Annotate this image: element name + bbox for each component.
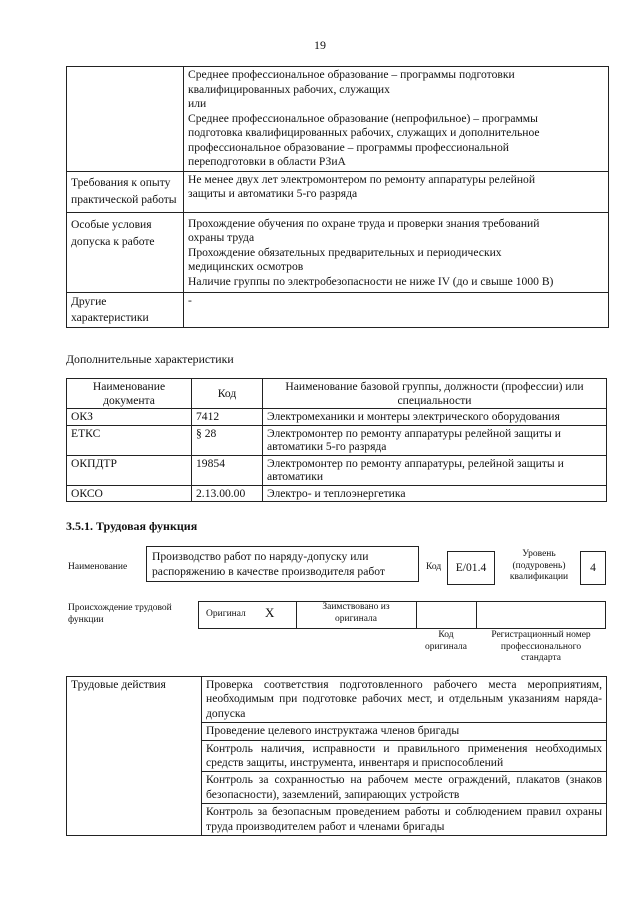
code-label: Код bbox=[426, 562, 442, 572]
table-row bbox=[67, 409, 607, 426]
function-name-box bbox=[146, 546, 419, 582]
cell-code: 2.13.00.00 bbox=[192, 485, 263, 502]
section-title: 3.5.1. Трудовая функция bbox=[66, 519, 198, 533]
row-label: Требования к опыту практической работы bbox=[67, 171, 184, 212]
action-item: Проведение целевого инструктажа членов бригады bbox=[202, 723, 607, 740]
additional-table bbox=[66, 378, 607, 502]
divider bbox=[416, 601, 417, 629]
code-box bbox=[447, 551, 495, 585]
cell-document: ОКЗ bbox=[67, 409, 192, 426]
labor-actions-table bbox=[66, 676, 607, 836]
name-label: Наименование bbox=[68, 562, 128, 572]
function-name: Производство работ по наряду-допуску или распоряжению в качестве производителя работ bbox=[152, 550, 385, 578]
code-value: E/01.4 bbox=[455, 561, 487, 574]
table-row bbox=[67, 455, 607, 485]
code-original-label: Код оригинала bbox=[425, 630, 467, 652]
cell-code: § 28 bbox=[192, 425, 263, 455]
table-row bbox=[67, 293, 609, 328]
table-row bbox=[67, 485, 607, 502]
action-item: Контроль за сохранностью на рабочем месте ограждений, плакатов (знаков безопасности), заземлений, запирающих устройств bbox=[202, 772, 607, 804]
level-value: 4 bbox=[590, 561, 596, 574]
row-value: Среднее профессиональное образование – программы подготовки квалифицированных рабочих, служащих или Среднее профессиональное образование (непрофильное) – программы подготовка квалифицированных рабочих, служащих и дополнительное профессиональное образование – программы профессиональной переподготовки в области РЗиА bbox=[184, 67, 609, 172]
header-code: Код bbox=[192, 379, 263, 409]
cell-document: ЕТКС bbox=[67, 425, 192, 455]
row-value: Не менее двух лет электромонтером по ремонту аппаратуры релейной защиты и автоматики 5-го разряда bbox=[184, 171, 609, 212]
cell-group: Электромонтер по ремонту аппаратуры релейной защиты и автоматики 5-го разряда bbox=[263, 425, 607, 455]
row-label bbox=[67, 67, 184, 172]
cell-group: Электромонтер по ремонту аппаратуры, релейной защиты и автоматики bbox=[263, 455, 607, 485]
borrowed-label: Заимствовано из оригинала bbox=[322, 602, 390, 624]
action-item: Проверка соответствия подготовленного рабочего места мероприятиям, необходимым при подготовке рабочих мест, и отдельным указаниям наряда-допуска bbox=[202, 677, 607, 723]
cell-document: ОКСО bbox=[67, 485, 192, 502]
table-row bbox=[67, 171, 609, 212]
action-item: Контроль наличия, исправности и правильного применения необходимых средств защиты, инструмента, инвентаря и приспособлений bbox=[202, 740, 607, 772]
row-label: Другие характеристики bbox=[67, 293, 184, 328]
original-mark: X bbox=[265, 605, 275, 620]
cell-document: ОКПДТР bbox=[67, 455, 192, 485]
row-label: Особые условия допуска к работе bbox=[67, 212, 184, 293]
row-value: Прохождение обучения по охране труда и проверки знания требований охраны труда Прохождение обязательных предварительных и периодических медицинских осмотров Наличие группы по электробезопасности не ниже IV (до и свыше 1000 В) bbox=[184, 212, 609, 293]
table-row bbox=[67, 212, 609, 293]
cell-group: Электро- и теплоэнергетика bbox=[263, 485, 607, 502]
reg-number-label: Регистрационный номер профессионального стандарта bbox=[491, 630, 591, 663]
divider bbox=[476, 601, 477, 629]
table-row bbox=[67, 425, 607, 455]
cell-code: 7412 bbox=[192, 409, 263, 426]
row-value: - bbox=[184, 293, 609, 328]
table-row bbox=[67, 677, 607, 723]
header-group: Наименование базовой группы, должности (профессии) или специальности bbox=[263, 379, 607, 409]
actions-label: Трудовые действия bbox=[67, 677, 202, 836]
qualification-table bbox=[66, 66, 609, 328]
table-header-row bbox=[67, 379, 607, 409]
level-label: Уровень (подуровень) квалификации bbox=[509, 549, 569, 582]
additional-title: Дополнительные характеристики bbox=[66, 352, 234, 366]
cell-code: 19854 bbox=[192, 455, 263, 485]
cell-group: Электромеханики и монтеры электрического оборудования bbox=[263, 409, 607, 426]
original-label: Оригинал bbox=[206, 609, 246, 619]
header-document: Наименование документа bbox=[67, 379, 192, 409]
level-box bbox=[580, 551, 606, 585]
divider bbox=[296, 601, 297, 629]
origin-label: Происхождение трудовой функции bbox=[68, 603, 172, 625]
page-number: 19 bbox=[314, 38, 326, 52]
action-item: Контроль за безопасным проведением работы и соблюдением правил охраны труда производителем работ и членами бригады bbox=[202, 804, 607, 836]
table-row bbox=[67, 67, 609, 172]
